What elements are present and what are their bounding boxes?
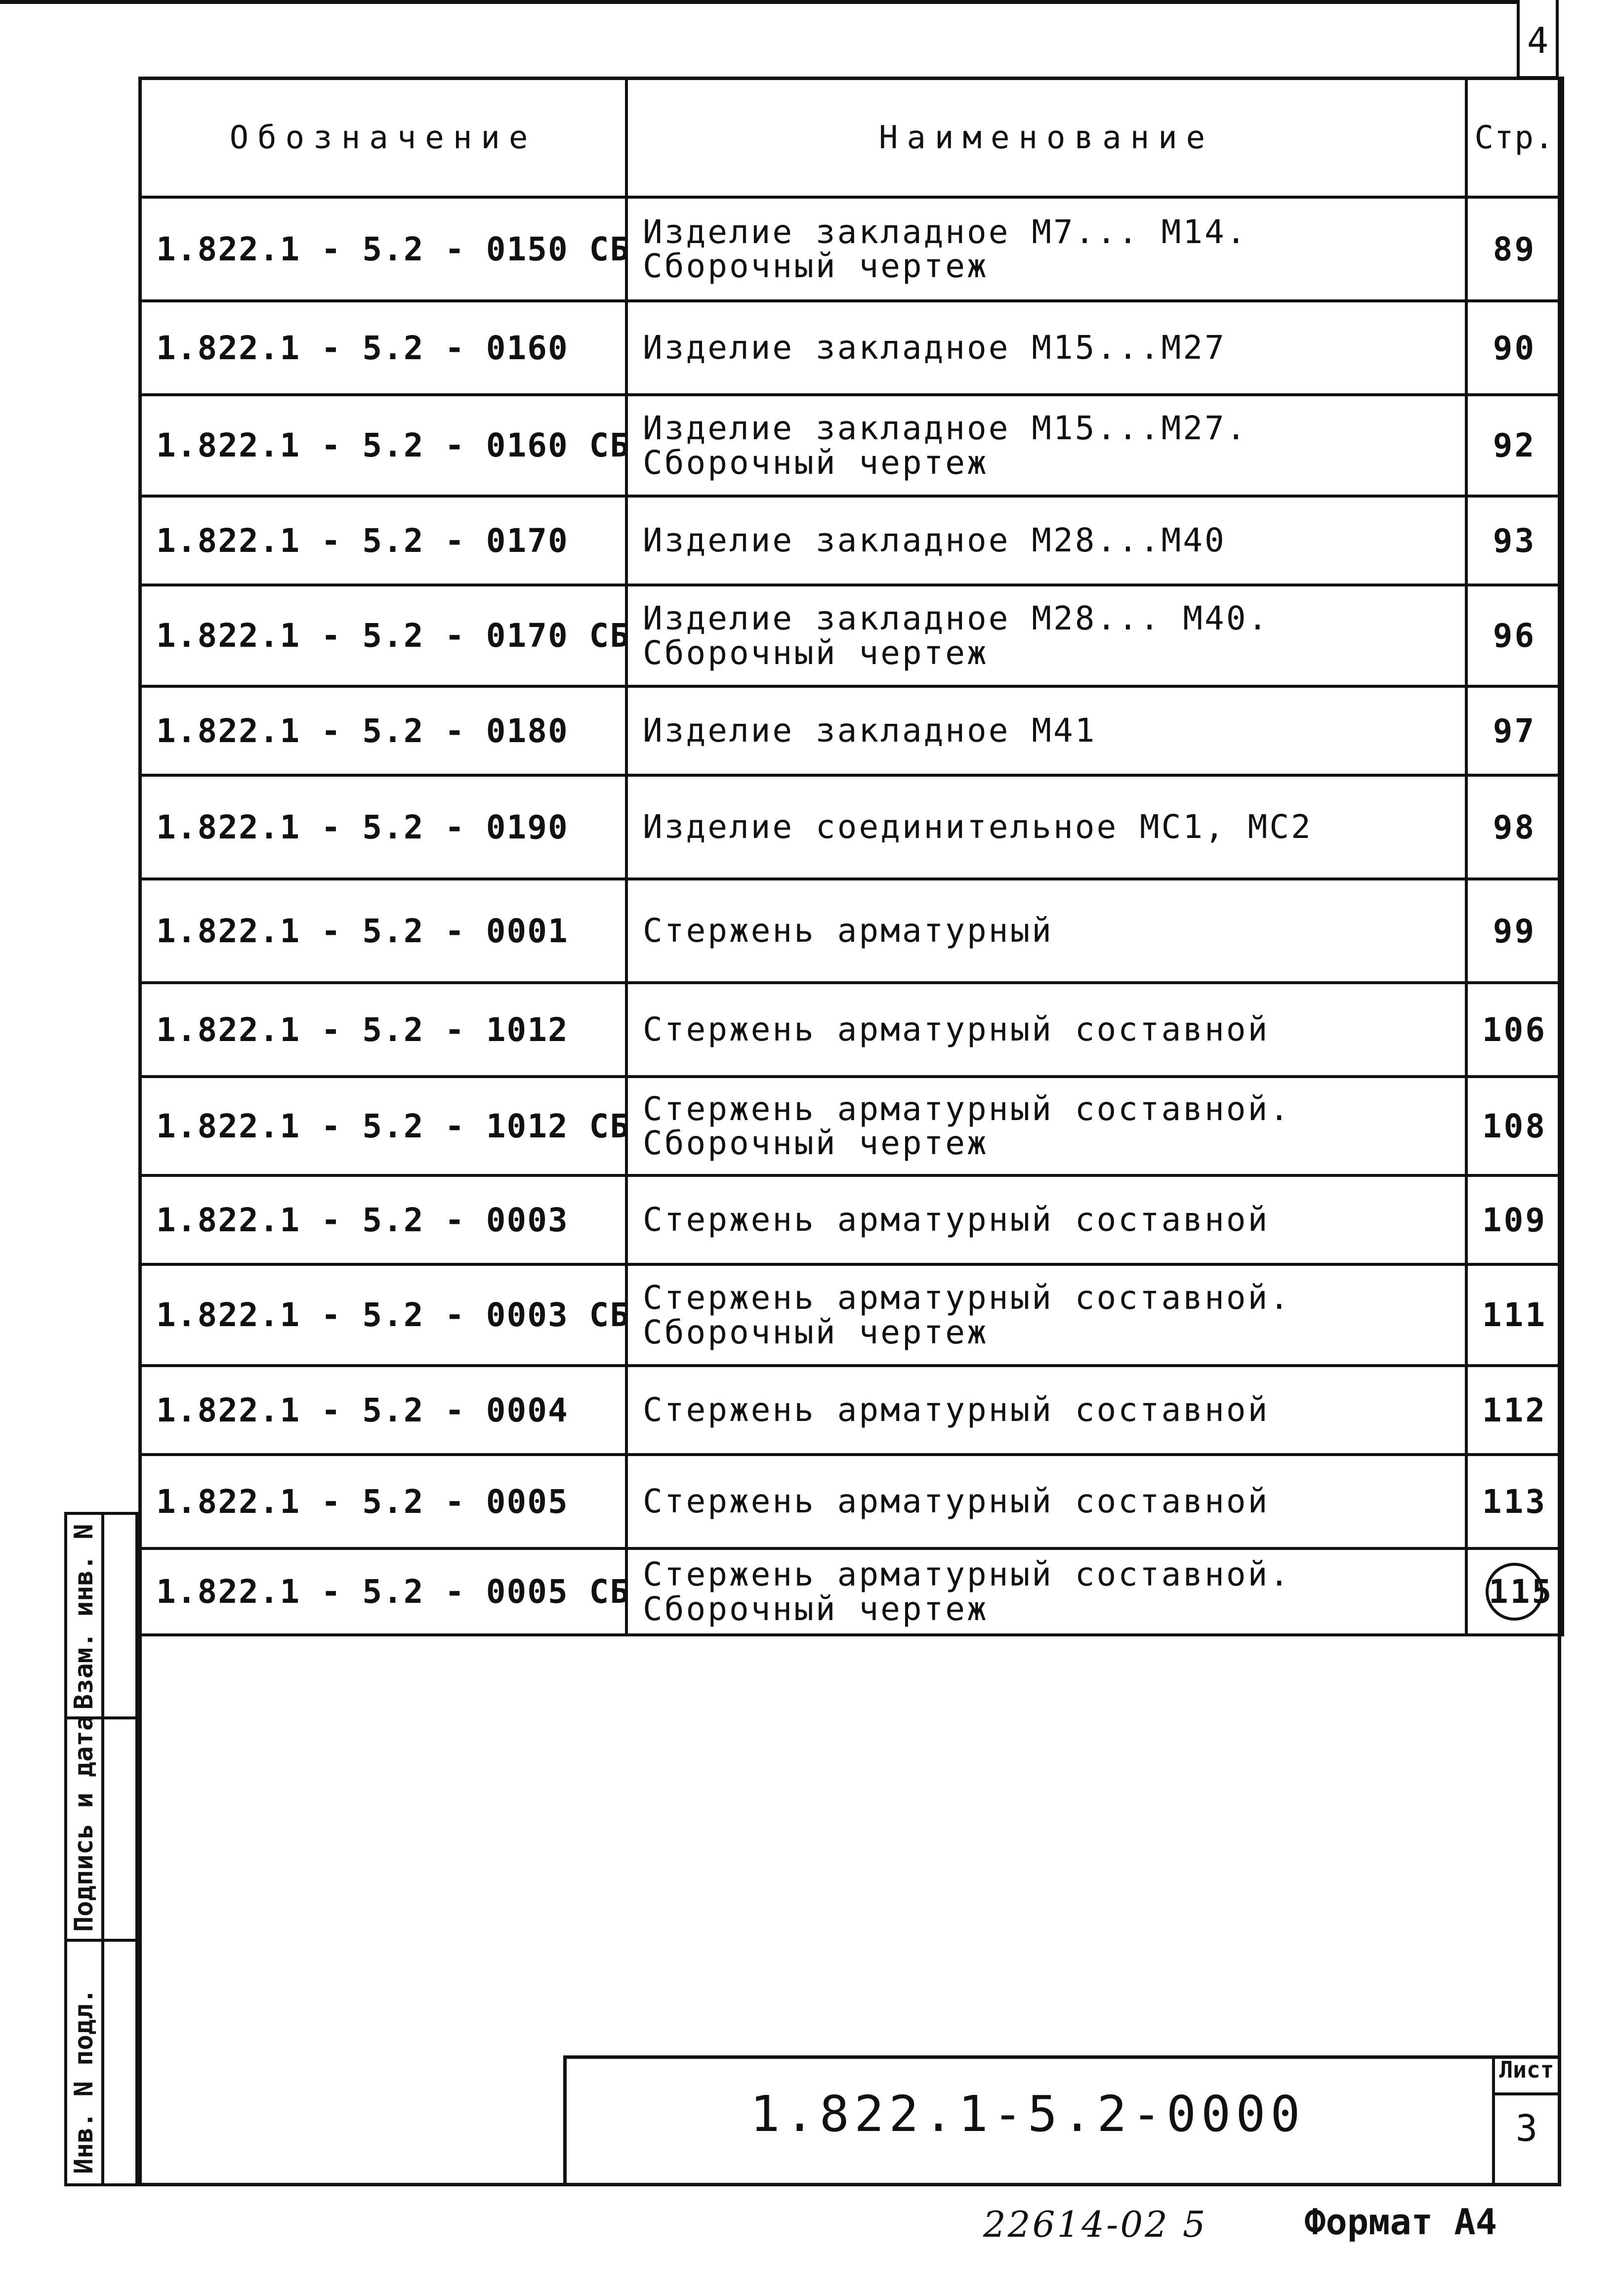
table-row <box>140 1175 1563 1264</box>
table-row <box>140 1077 1563 1175</box>
row-designation: 1.822.1 - 5.2 - 0170 СБ <box>140 585 626 686</box>
row-page: 90 <box>1466 301 1563 395</box>
table-header-row <box>140 78 1563 197</box>
contents-table <box>138 77 1564 1636</box>
header-page: Стр. <box>1466 78 1563 197</box>
title-sheet-divider <box>1492 2092 1561 2095</box>
row-name: Изделие закладное М7... М14. Сборочный чертеж <box>626 197 1466 301</box>
table-row <box>140 197 1563 301</box>
row-designation: 1.822.1 - 5.2 - 0160 <box>140 301 626 395</box>
table-body <box>140 197 1563 1635</box>
sheet-number: 3 <box>1515 2107 1538 2150</box>
table-row <box>140 395 1563 496</box>
row-name: Изделие соединительное МС1, МС2 <box>626 775 1466 879</box>
row-page: 99 <box>1466 879 1563 983</box>
row-page: 98 <box>1466 775 1563 879</box>
handwritten-archive-number: 22614-02 5 <box>983 2204 1207 2245</box>
row-page: 113 <box>1466 1455 1563 1548</box>
row-designation: 1.822.1 - 5.2 - 1012 СБ <box>140 1077 626 1175</box>
stamp-label-inv-podl: Инв. N подл. <box>69 1988 99 2174</box>
table-row <box>140 983 1563 1077</box>
row-name: Стержень арматурный составной. Сборочный чертеж <box>626 1548 1466 1635</box>
table-row <box>140 775 1563 879</box>
sheet-top-border <box>0 0 1519 4</box>
sheet-format: Формат А4 <box>1304 2201 1497 2243</box>
row-name: Стержень арматурный составной <box>626 983 1466 1077</box>
row-designation: 1.822.1 - 5.2 - 0001 <box>140 879 626 983</box>
row-designation: 1.822.1 - 5.2 - 0003 <box>140 1175 626 1264</box>
table-row <box>140 301 1563 395</box>
stamp-label-podpis-data: Подпись и дата <box>69 1715 99 1932</box>
header-name: Наименование <box>626 78 1466 197</box>
row-page: 111 <box>1466 1264 1563 1366</box>
row-name: Изделие закладное М15...М27. Сборочный чертеж <box>626 395 1466 496</box>
row-page: 92 <box>1466 395 1563 496</box>
row-designation: 1.822.1 - 5.2 - 1012 <box>140 983 626 1077</box>
row-designation: 1.822.1 - 5.2 - 0190 <box>140 775 626 879</box>
row-page-circled: 115 <box>1486 1563 1543 1621</box>
row-designation: 1.822.1 - 5.2 - 0003 СБ <box>140 1264 626 1366</box>
row-designation: 1.822.1 - 5.2 - 0150 СБ <box>140 197 626 301</box>
row-name: Стержень арматурный составной. Сборочный чертеж <box>626 1264 1466 1366</box>
row-name: Изделие закладное М28...М40 <box>626 496 1466 585</box>
row-designation: 1.822.1 - 5.2 - 0170 <box>140 496 626 585</box>
table-row <box>140 1366 1563 1455</box>
row-designation: 1.822.1 - 5.2 - 0180 <box>140 686 626 775</box>
row-designation: 1.822.1 - 5.2 - 0005 СБ <box>140 1548 626 1635</box>
row-page: 97 <box>1466 686 1563 775</box>
table-row <box>140 585 1563 686</box>
document-code: 1.822.1-5.2-0000 <box>750 2085 1305 2143</box>
table-row <box>140 879 1563 983</box>
row-name: Стержень арматурный составной <box>626 1455 1466 1548</box>
table-row <box>140 496 1563 585</box>
sheet-label: Лист <box>1499 2056 1554 2083</box>
header-designation: Обозначение <box>140 78 626 197</box>
row-page: 93 <box>1466 496 1563 585</box>
row-designation: 1.822.1 - 5.2 - 0005 <box>140 1455 626 1548</box>
row-name: Изделие закладное М15...М27 <box>626 301 1466 395</box>
row-designation: 1.822.1 - 5.2 - 0160 СБ <box>140 395 626 496</box>
row-page: 109 <box>1466 1175 1563 1264</box>
table-row <box>140 1548 1563 1635</box>
row-name: Изделие закладное М28... М40. Сборочный чертеж <box>626 585 1466 686</box>
row-designation: 1.822.1 - 5.2 - 0004 <box>140 1366 626 1455</box>
row-page: 108 <box>1466 1077 1563 1175</box>
table-row <box>140 1455 1563 1548</box>
row-page: 96 <box>1466 585 1563 686</box>
row-page: 112 <box>1466 1366 1563 1455</box>
row-name: Изделие закладное М41 <box>626 686 1466 775</box>
row-page: 89 <box>1466 197 1563 301</box>
stamp-label-vzam-inv: Взам. инв. N <box>69 1524 99 1710</box>
page-number: 4 <box>1527 20 1549 61</box>
row-name: Стержень арматурный <box>626 879 1466 983</box>
row-page <box>1466 1548 1563 1635</box>
table-row <box>140 1264 1563 1366</box>
table-row <box>140 686 1563 775</box>
row-name: Стержень арматурный составной <box>626 1175 1466 1264</box>
row-name: Стержень арматурный составной. Сборочный чертеж <box>626 1077 1466 1175</box>
row-name: Стержень арматурный составной <box>626 1366 1466 1455</box>
row-page: 106 <box>1466 983 1563 1077</box>
